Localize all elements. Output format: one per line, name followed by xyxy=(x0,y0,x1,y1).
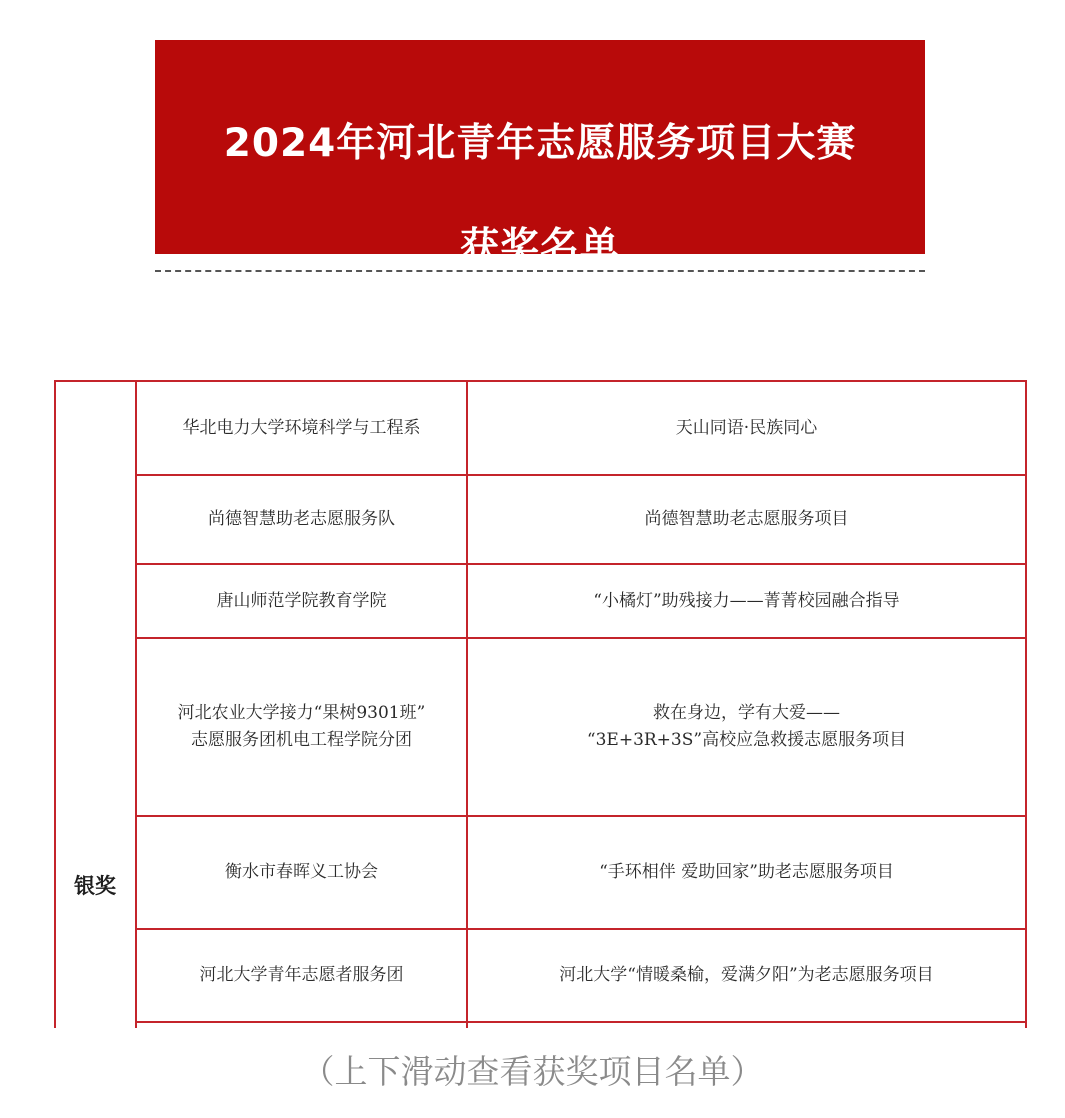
project-cell xyxy=(467,930,1026,1021)
project-cell xyxy=(467,817,1026,928)
org-name: 尚德智慧助老志愿服务队 xyxy=(208,509,395,529)
org-cell xyxy=(136,639,467,815)
project-cell xyxy=(467,639,1026,815)
project-name-line: 救在身边，学有大爱—— xyxy=(653,703,840,723)
project-name: “小橘灯”助残接力——菁菁校园融合指导 xyxy=(593,590,900,611)
org-cell xyxy=(136,476,467,563)
project-cell xyxy=(467,382,1026,474)
banner-subtitle: 获奖名单 xyxy=(459,225,620,270)
banner-title: 2024年河北青年志愿服务项目大赛 xyxy=(223,121,857,166)
project-name: “手环相伴 爱助回家”助老志愿服务项目 xyxy=(599,862,894,882)
table-row-divider xyxy=(136,1021,1027,1023)
scroll-hint: （上下滑动查看获奖项目名单） xyxy=(301,1052,764,1091)
project-name: 尚德智慧助老志愿服务项目 xyxy=(644,509,849,529)
award-table xyxy=(54,380,1028,1028)
org-cell xyxy=(136,930,467,1021)
dashed-divider xyxy=(155,270,925,272)
project-cell xyxy=(467,476,1026,563)
org-name: 衡水市春晖义工协会 xyxy=(225,862,378,882)
org-cell xyxy=(136,382,467,474)
org-name: 河北大学青年志愿者服务团 xyxy=(199,965,404,985)
project-name-line: “3E+3R+3S”高校应急救援志愿服务项目 xyxy=(586,730,907,750)
table-border-left xyxy=(54,380,56,1028)
org-cell xyxy=(136,817,467,928)
org-name-line: 志愿服务团机电工程学院分团 xyxy=(191,730,412,750)
org-name: 唐山师范学院教育学院 xyxy=(216,590,387,611)
org-name: 华北电力大学环境科学与工程系 xyxy=(182,417,421,438)
org-name-line: 河北农业大学接力“果树9301班” xyxy=(177,703,426,723)
award-level-label: 银奖 xyxy=(74,873,116,898)
org-cell xyxy=(136,565,467,637)
project-cell xyxy=(467,565,1026,637)
project-name: 河北大学“情暖桑榆，爱满夕阳”为老志愿服务项目 xyxy=(559,965,934,985)
title-banner xyxy=(155,40,925,270)
project-name: 天山同语·民族同心 xyxy=(675,417,818,438)
